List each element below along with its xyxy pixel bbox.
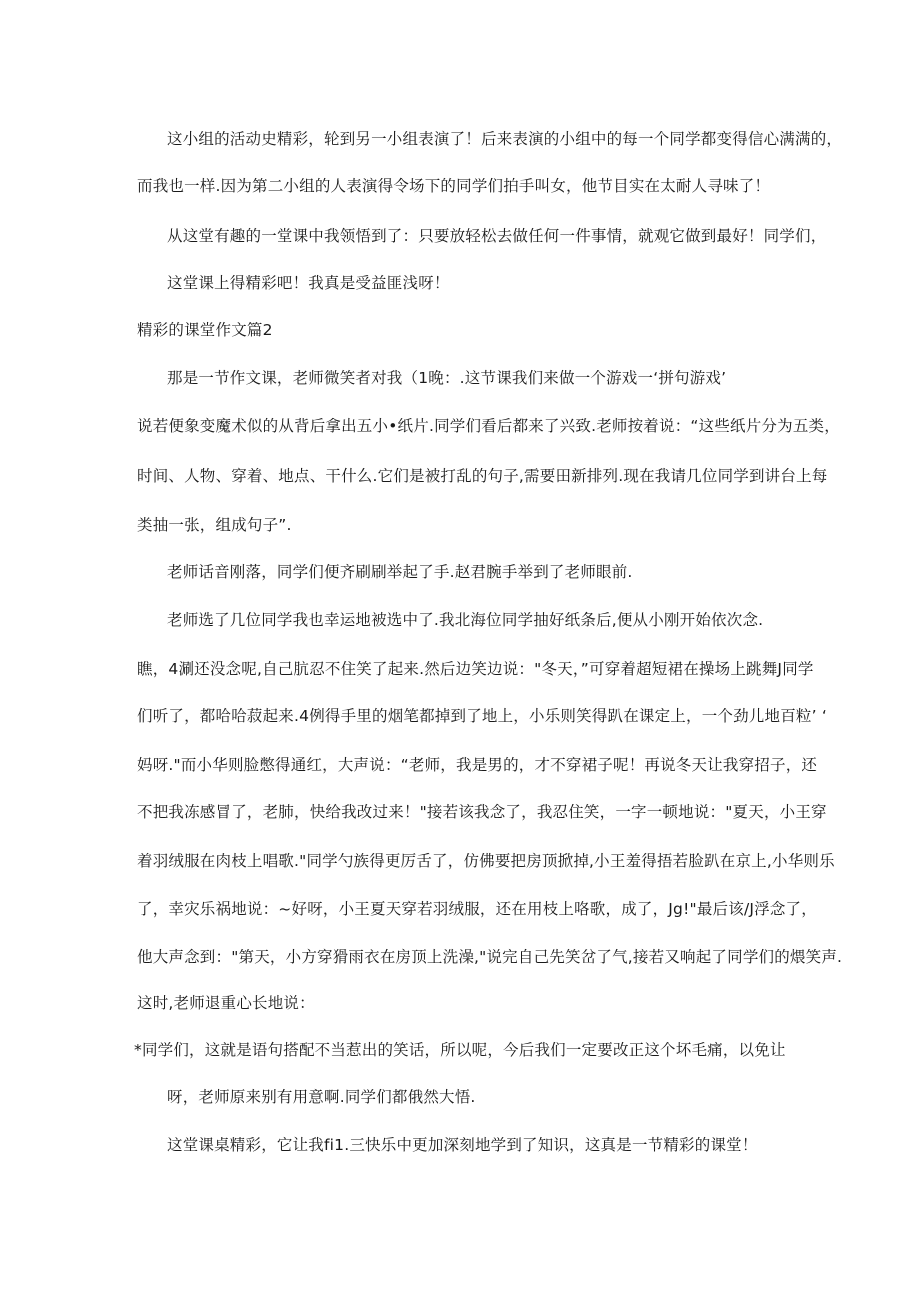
text-line: 这时,老师退重心长地说： (137, 994, 315, 1012)
text-line: 从这堂有趣的一堂课中我领悟到了：只要放轻松去做任何一件事情，就观它做到最好！同学们， (167, 227, 827, 245)
text-line: 了，幸灾乐祸地说：~好呀，小王夏天穿若羽绒服，还在用枝上咯歌，成了，Jg!"最后该/J浮念了， (137, 900, 817, 918)
text-line: 那是一节作文课，老师微笑者对我（1晚：.这节课我们来做一个游戏一‘拼句游戏’ (167, 369, 727, 387)
text-line: 说若便象变魔术似的从背后拿出五小•纸片.同学们看后都来了兴致.老师按着说：“这些纸片分为五类， (137, 417, 840, 435)
text-line: 类抽一张，组成句子”. (137, 516, 292, 534)
text-line: 这小组的活动史精彩，轮到另一小组表演了！后来表演的小组中的每一个同学都变得信心满满的， (167, 130, 843, 148)
text-line: 呀，老师原来别有用意啊.同学们都俄然大悟. (167, 1088, 476, 1106)
text-line: 他大声念到："第天，小方穿猾雨衣在房顶上洗澡,"说完自己先笑岔了气,接若又响起了同学们的煨笑声. (137, 948, 843, 966)
text-line: 老师话音刚落，同学们便齐刷刷举起了手.赵君腕手举到了老师眼前. (167, 563, 633, 581)
text-line: 时间、人物、穿着、地点、干什么.它们是被打乱的句子,需要田新排列.现在我请几位同学到讲台上每 (137, 467, 828, 485)
text-line: 这堂课桌精彩，它让我fi1.三快乐中更加深刻地学到了知识，这真是一节精彩的课堂！ (167, 1136, 758, 1154)
section-heading: 精彩的课堂作文篇2 (137, 321, 273, 339)
text-line: 老师选了几位同学我也幸运地被选中了.我北海位同学抽好纸条后,便从小刚开始依次念. (167, 611, 764, 629)
text-line: 们听了，都哈哈菽起来.4例得手里的烟笔都掉到了地上，小乐则笑得趴在课定上，一个劲儿地百粒’ ‘ (137, 707, 827, 725)
text-line: 瞧，4涮还没念呢,自己肮忍不住笑了起来.然后边笑边说："冬天，”可穿着超短裙在操场上跳舞J同学 (137, 660, 814, 678)
text-line: 妈呀."而小华则脸憋得通红，大声说：“老师，我是男的，才不穿裙子呢！再说冬天让我穿招子，还 (137, 756, 818, 774)
text-line: 不把我冻感冒了，老肺，快给我改过来！"接若该我念了，我忍住笑，一字一顿地说："夏天，小王穿 (137, 803, 827, 821)
text-line: 着羽绒服在肉枝上唱歌."同学勺族得更厉舌了，仿佛要把房顶掀掉,小王羞得捂若脸趴在京上,小华则乐 (137, 852, 835, 870)
text-line: 而我也一样.因为第二小组的人表演得令场下的同学们拍手叫女，他节目实在太耐人寻味了！ (137, 177, 771, 195)
text-line: 这堂课上得精彩吧！我真是受益匪浅呀！ (167, 274, 450, 292)
text-line: *同学们，这就是语句搭配不当惹出的笑话，所以呢，今后我们一定要改正这个坏毛痛，以免让 (134, 1041, 786, 1059)
